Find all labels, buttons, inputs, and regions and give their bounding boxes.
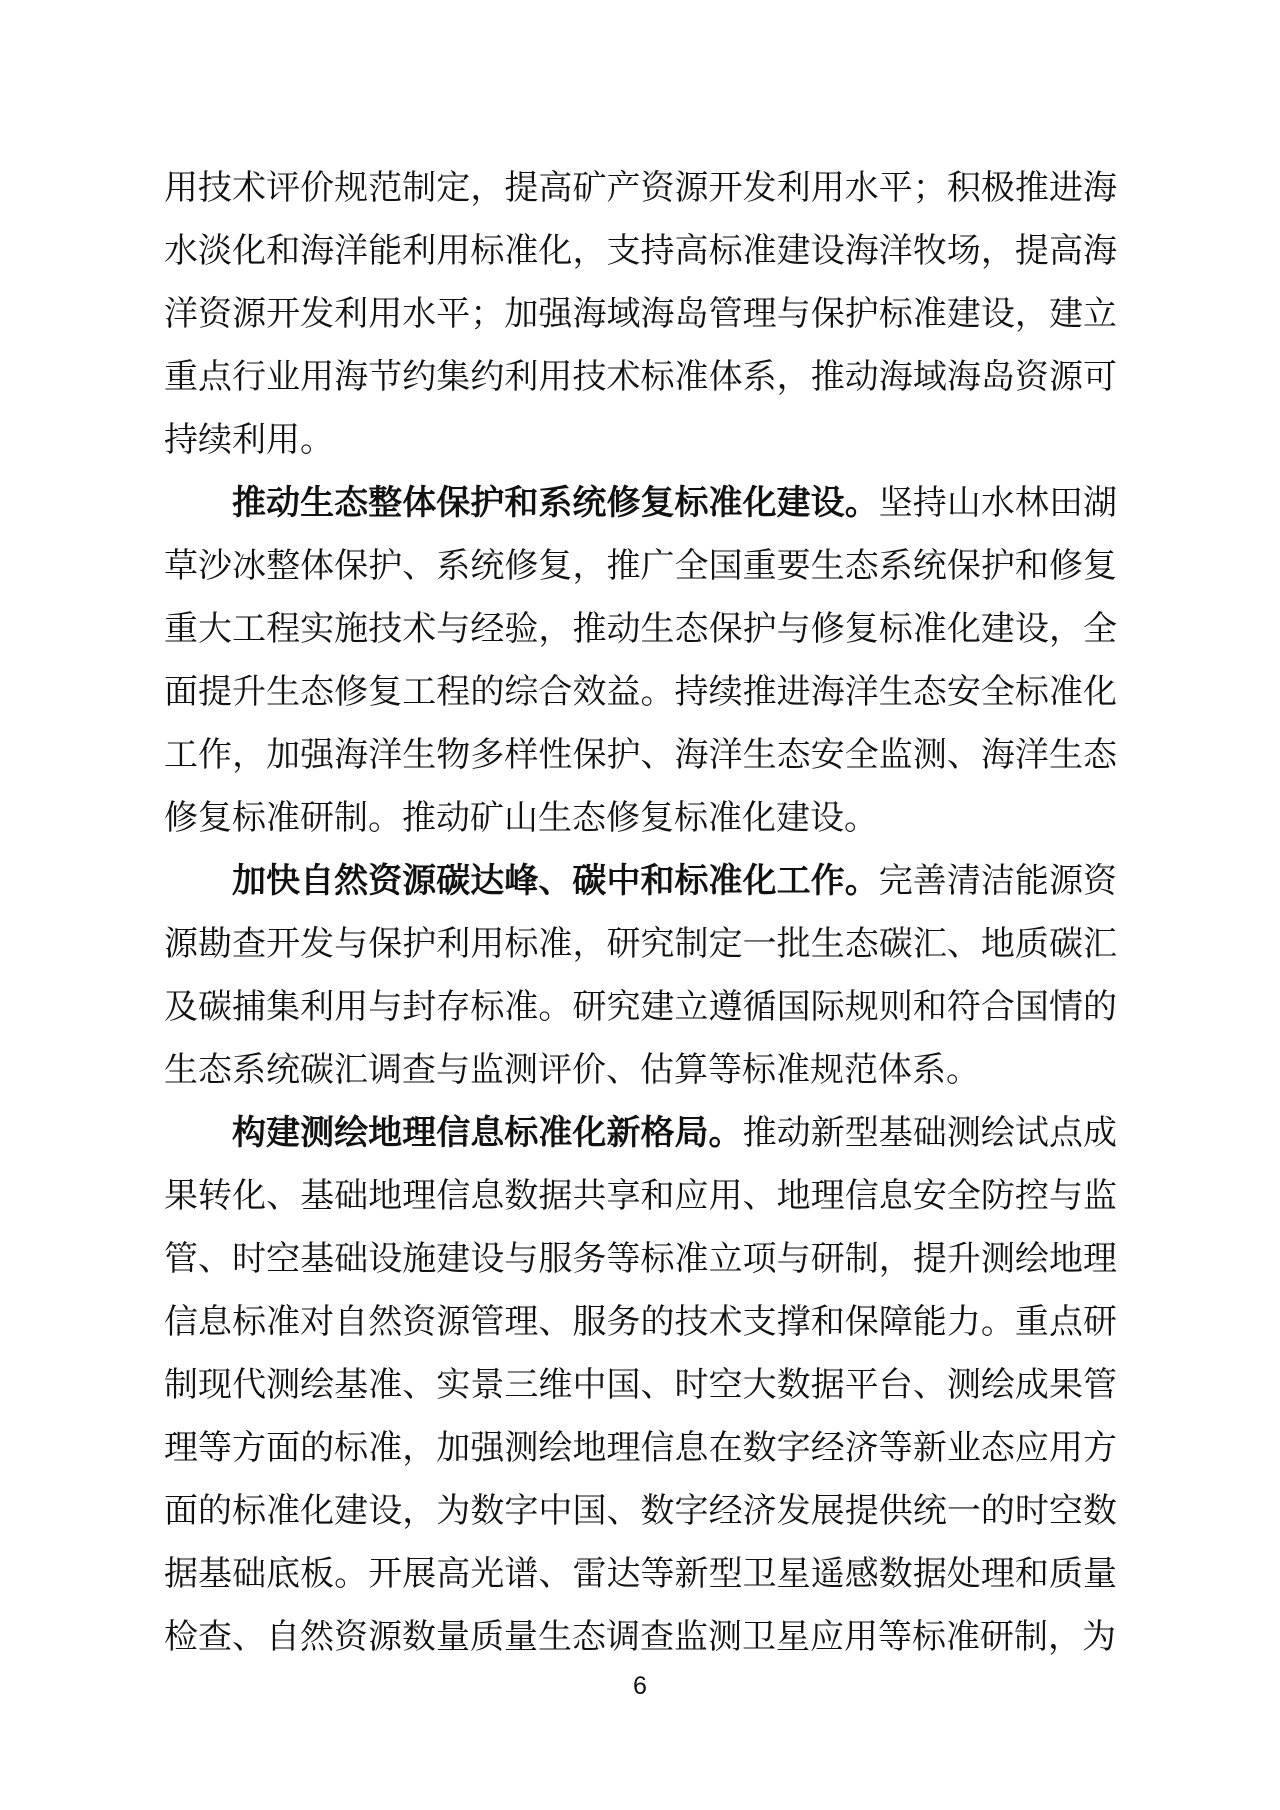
paragraph-text: 用技术评价规范制定，提高矿产资源开发利用水平；积极推进海水淡化和海洋能利用标准化，支持高标准建设海洋牧场，提高海洋资源开发利用水平；加强海域海岛管理与保护标准建设，建立重点行业用海节约集约利用技术标准体系，推动海域海岛资源可持续利用。 <box>164 170 1117 459</box>
paragraph <box>164 472 1117 850</box>
paragraph-text: 推动新型基础测绘试点成果转化、基础地理信息数据共享和应用、地理信息安全防控与监管、时空基础设施建设与服务等标准立项与研制，提升测绘地理信息标准对自然资源管理、服务的技术支撑和保障能力。重点研制现代测绘基准、实景三维中国、时空大数据平台、测绘成果管理等方面的标准，加强测绘地理信息在数字经济等新业态应用方面的标准化建设，为数字中国、数字经济发展提供统一的时空数据基础底板。开展高光谱、雷达等新型卫星遥感数据处理和质量检查、自然资源数量质量生态调查监测卫星应用等标准研制，为 <box>164 1115 1118 1656</box>
paragraph-lead: 加快自然资源碳达峰、碳中和标准化工作。 <box>232 863 879 900</box>
paragraph-lead: 构建测绘地理信息标准化新格局。 <box>232 1115 743 1152</box>
paragraph-text: 坚持山水林田湖草沙冰整体保护、系统修复，推广全国重要生态系统保护和修复重大工程实施技术与经验，推动生态保护与修复标准化建设，全面提升生态修复工程的综合效益。持续推进海洋生态安全标准化工作，加强海洋生物多样性保护、海洋生态安全监测、海洋生态修复标准研制。推动矿山生态修复标准化建设。 <box>164 485 1118 837</box>
page-number: 6 <box>633 1672 647 1700</box>
document-body <box>164 157 1117 1669</box>
paragraph-text: 完善清洁能源资源勘查开发与保护利用标准，研究制定一批生态碳汇、地质碳汇及碳捕集利用与封存标准。研究建立遵循国际规则和符合国情的生态系统碳汇调查与监测评价、估算等标准规范体系。 <box>164 863 1118 1089</box>
paragraph <box>164 157 1117 472</box>
paragraph <box>164 1102 1117 1669</box>
paragraph <box>164 850 1117 1102</box>
paragraph-lead: 推动生态整体保护和系统修复标准化建设。 <box>232 485 879 522</box>
